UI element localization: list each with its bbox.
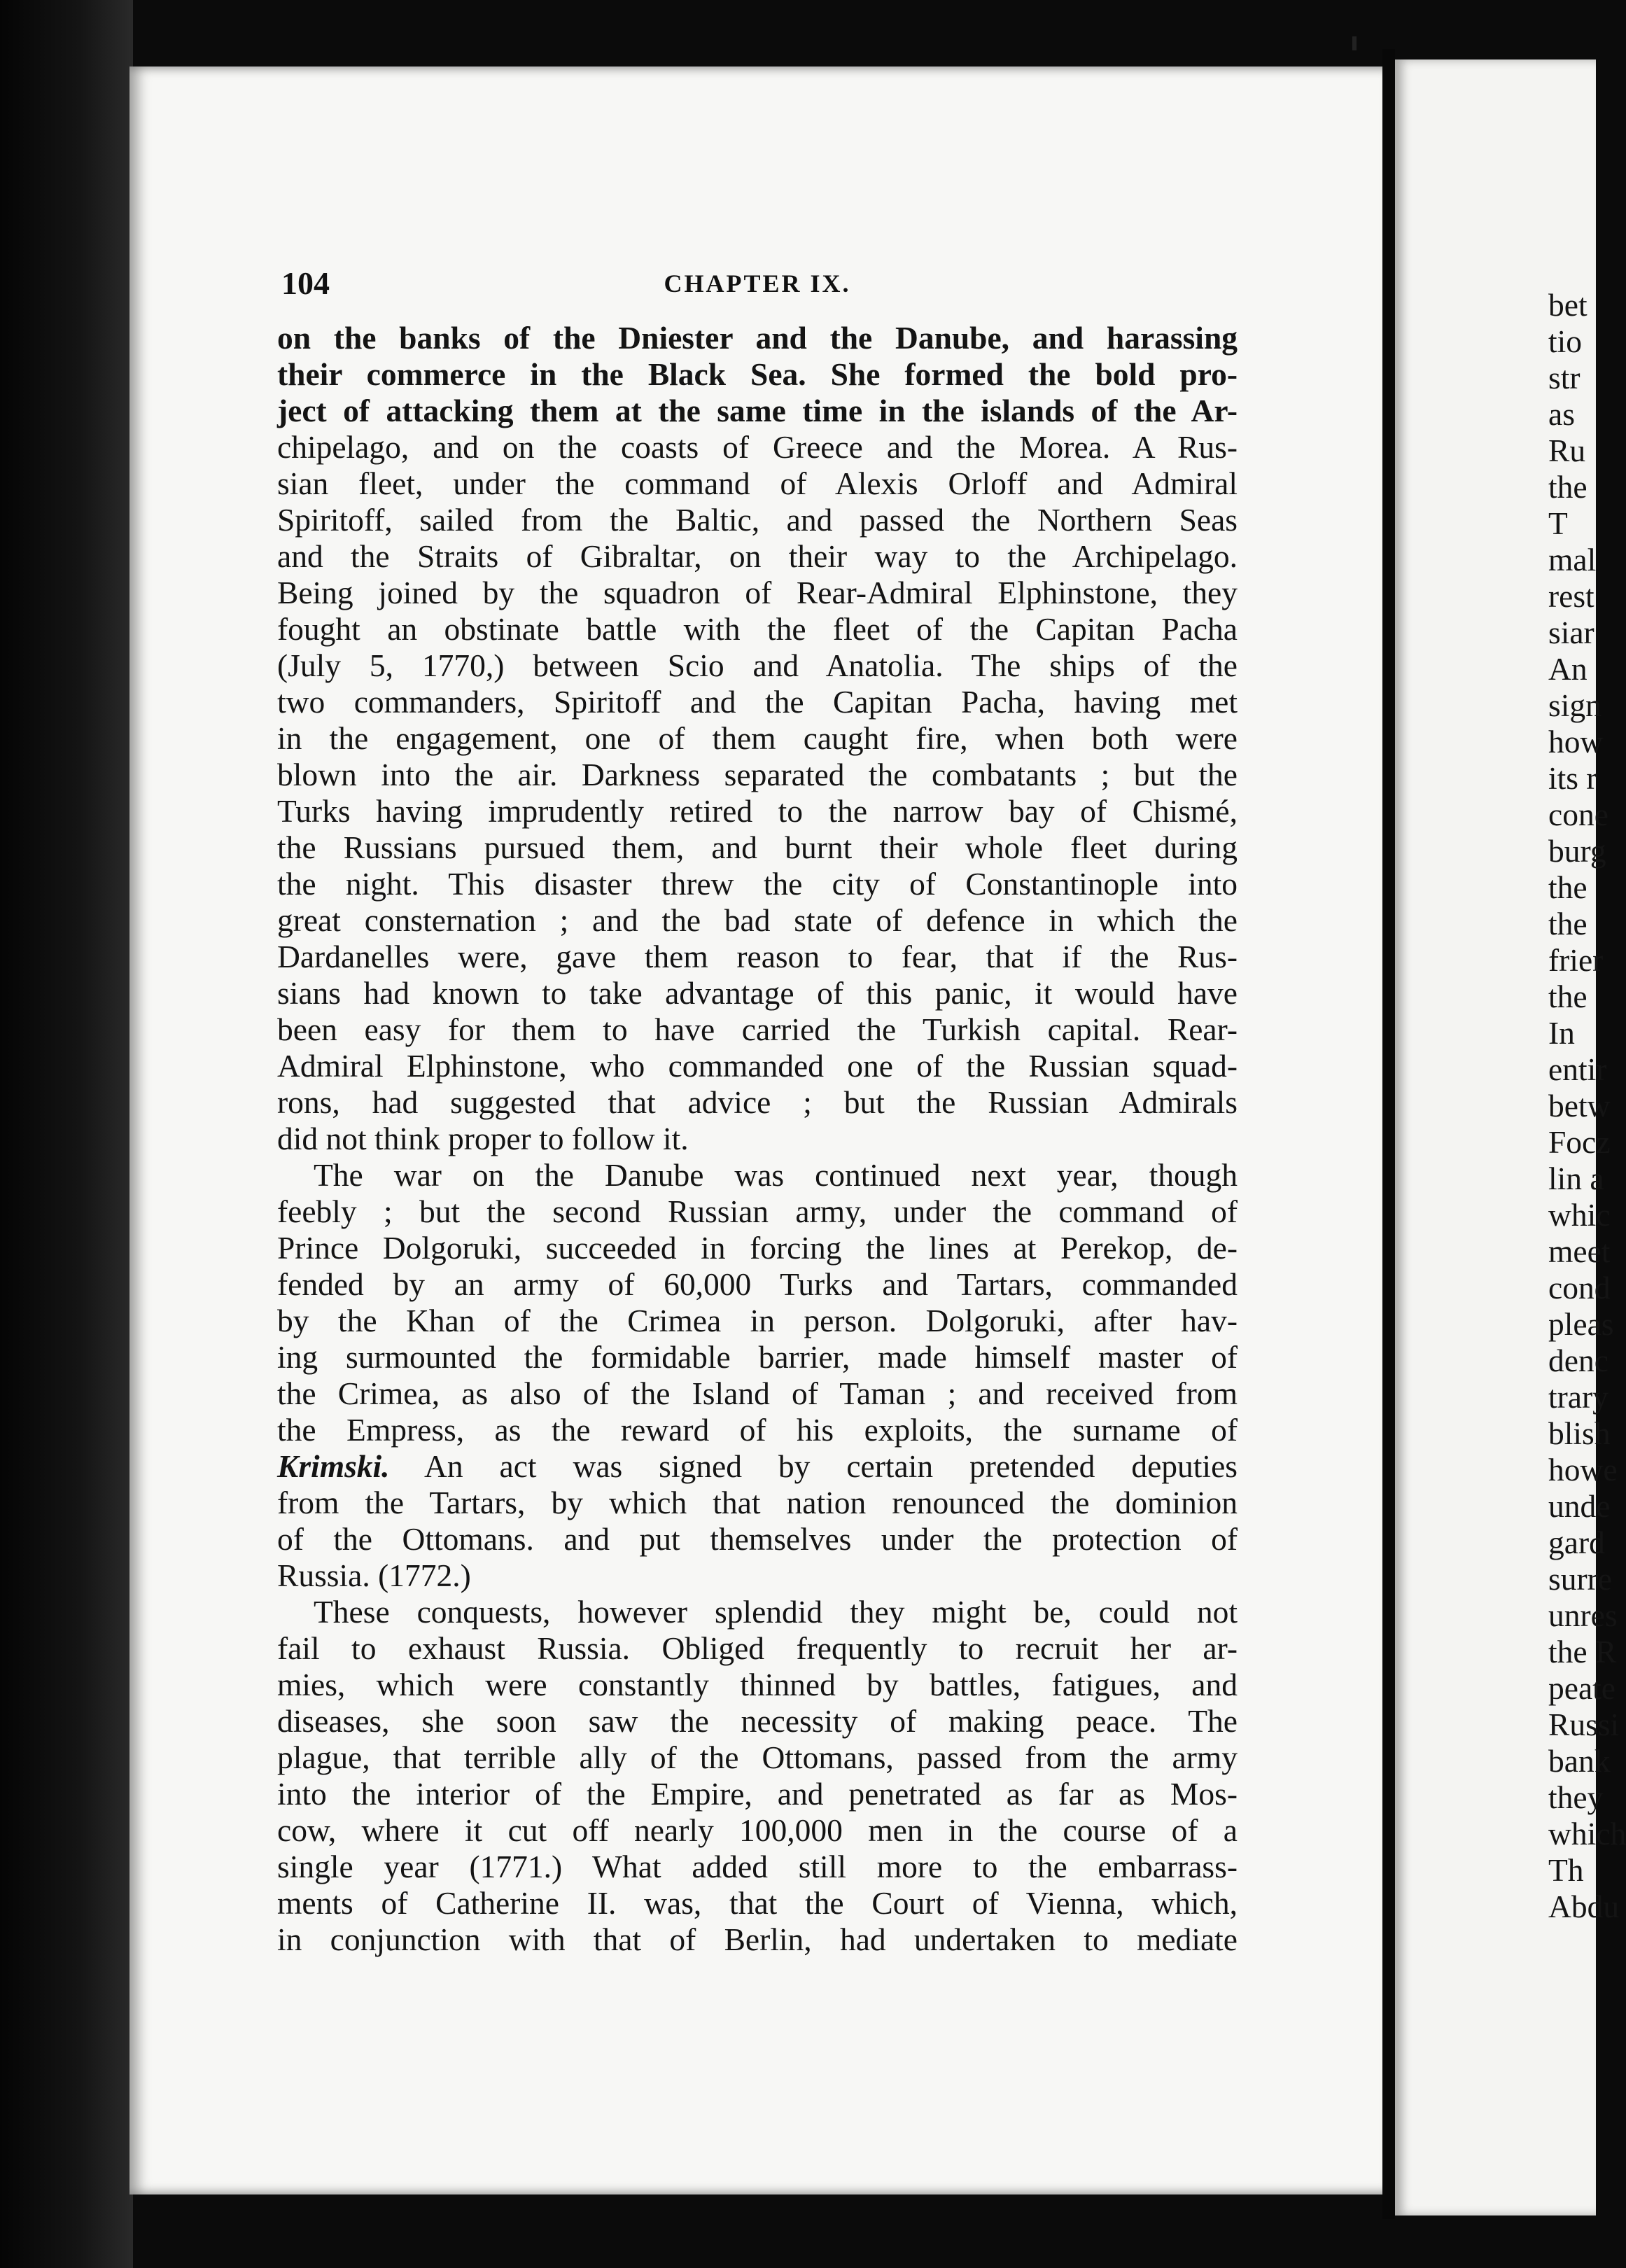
right-text-line: pleas <box>1548 1306 1614 1342</box>
right-text-line: the R <box>1548 1634 1617 1670</box>
right-text-line: T <box>1548 505 1568 541</box>
scan-left-border <box>0 0 133 2268</box>
right-text-line: Focz <box>1548 1124 1611 1160</box>
right-page-text <box>1548 287 1626 1925</box>
right-text-line: unde <box>1548 1488 1611 1524</box>
text-line: ments of Catherine II. was, that the Court of Vienna, which, <box>277 1885 1238 1921</box>
text-line: feebly ; but the second Russian army, under the command of <box>277 1194 1238 1229</box>
text-line-krimski <box>277 1448 1238 1485</box>
text-line: their commerce in the Black Sea. She formed the bold pro- <box>277 356 1238 392</box>
right-text-line: bank <box>1548 1743 1611 1779</box>
right-text-line: unres <box>1548 1597 1618 1633</box>
right-text-line: blish <box>1548 1415 1611 1451</box>
text-line: cow, where it cut off nearly 100,000 men in the course of a <box>277 1812 1238 1848</box>
text-line: did not think proper to follow it. <box>277 1121 689 1156</box>
text-line: of the Ottomans. and put themselves under the protection of <box>277 1521 1238 1557</box>
text-line: fail to exhaust Russia. Obliged frequently to recruit her ar- <box>277 1630 1238 1666</box>
text-line: Being joined by the squadron of Rear-Admiral Elphinstone, they <box>277 575 1238 610</box>
right-text-line: cond <box>1548 1270 1611 1306</box>
right-text-line: sign <box>1548 687 1602 723</box>
text-line: Russia. (1772.) <box>277 1558 471 1593</box>
text-line: Spiritoff, sailed from the Baltic, and passed the Northern Seas <box>277 502 1238 538</box>
text-line: the Empress, as the reward of his exploits, the surname of <box>277 1412 1238 1448</box>
right-text-line: as <box>1548 396 1575 432</box>
text-line: Turks having imprudently retired to the narrow bay of Chismé, <box>277 793 1238 829</box>
right-text-line: In <box>1548 1015 1575 1051</box>
body-text <box>277 320 1238 1958</box>
right-text-line: how <box>1548 724 1604 760</box>
text-line: in conjunction with that of Berlin, had undertaken to mediate <box>277 1921 1238 1957</box>
text-line: sian fleet, under the command of Alexis Orloff and Admiral <box>277 465 1238 501</box>
text-line: been easy for them to have carried the Turkish capital. Rear- <box>277 1011 1238 1047</box>
text-line: by the Khan of the Crimea in person. Dolgoruki, after hav- <box>277 1303 1238 1338</box>
right-text-line: bet <box>1548 287 1588 323</box>
text-line: Admiral Elphinstone, who commanded one of the Russian squad- <box>277 1048 1238 1084</box>
right-text-line: burg <box>1548 833 1606 869</box>
right-text-line: the <box>1548 869 1588 905</box>
right-text-line: entir <box>1548 1051 1607 1087</box>
page-number: 104 <box>281 265 330 301</box>
text-line-rest: An act was signed by certain pretended deputies <box>423 1448 1238 1484</box>
right-text-line: Russi <box>1548 1707 1620 1742</box>
text-line: in the engagement, one of them caught fire, when both were <box>277 720 1238 756</box>
right-text-line: the <box>1548 906 1588 941</box>
right-text-line: denc <box>1548 1343 1609 1378</box>
text-line: single year (1771.) What added still more to the embarrass- <box>277 1849 1238 1884</box>
right-text-line: lin a <box>1548 1161 1604 1196</box>
text-line: into the interior of the Empire, and penetrated as far as Mos- <box>277 1776 1238 1812</box>
text-line: two commanders, Spiritoff and the Capitan Pacha, having met <box>277 684 1238 720</box>
text-line: Dardanelles were, gave them reason to fear, that if the Rus- <box>277 939 1238 974</box>
right-text-line: cone <box>1548 797 1609 832</box>
right-text-line: whic <box>1548 1197 1611 1233</box>
right-text-line: surre <box>1548 1561 1612 1597</box>
right-text-line: the <box>1548 979 1588 1014</box>
right-text-line: trary <box>1548 1379 1609 1415</box>
text-line: sians had known to take advantage of this panic, it would have <box>277 975 1238 1011</box>
text-line: ing surmounted the formidable barrier, made himself master of <box>277 1339 1238 1375</box>
text-line: (July 5, 1770,) between Scio and Anatolia. The ships of the <box>277 648 1238 683</box>
right-text-line: its r <box>1548 760 1597 796</box>
text-line: fended by an army of 60,000 Turks and Tartars, commanded <box>277 1266 1238 1302</box>
right-text-line: Abdu <box>1548 1889 1620 1924</box>
text-line: on the banks of the Dniester and the Danube, and harassing <box>277 320 1238 356</box>
text-line: These conquests, however splendid they might be, could not <box>314 1594 1238 1630</box>
text-line: The war on the Danube was continued next year, though <box>314 1157 1238 1193</box>
text-line: from the Tartars, by which that nation renounced the dominion <box>277 1485 1238 1520</box>
right-text-line: gard <box>1548 1525 1605 1560</box>
right-text-line: mal <box>1548 542 1597 578</box>
right-text-line: betw <box>1548 1088 1611 1124</box>
italic-term: Krimski. <box>277 1448 390 1484</box>
right-text-line: the <box>1548 469 1588 505</box>
text-line: mies, which were constantly thinned by battles, fatigues, and <box>277 1667 1238 1702</box>
right-text-line: An <box>1548 651 1588 687</box>
text-line: diseases, she soon saw the necessity of making peace. The <box>277 1703 1238 1739</box>
text-line: Prince Dolgoruki, succeeded in forcing the lines at Perekop, de- <box>277 1230 1238 1266</box>
right-text-line: meet <box>1548 1233 1611 1269</box>
right-text-line: Ru <box>1548 433 1586 468</box>
running-head: CHAPTER IX. <box>664 270 851 298</box>
right-text-line: rest <box>1548 578 1595 614</box>
text-line: chipelago, and on the coasts of Greece and the Morea. A Rus- <box>277 429 1238 465</box>
text-line: the night. This disaster threw the city of Constantinople into <box>277 866 1238 902</box>
right-text-line: tio <box>1548 323 1583 359</box>
text-line: great consternation ; and the bad state of defence in which the <box>277 902 1238 938</box>
right-text-line: howe <box>1548 1452 1618 1488</box>
book-gutter <box>1382 49 1395 2219</box>
text-line: the Crimea, as also of the Island of Taman ; and received from <box>277 1376 1238 1411</box>
text-line: blown into the air. Darkness separated the combatants ; but the <box>277 757 1238 792</box>
text-line: the Russians pursued them, and burnt their whole fleet during <box>277 830 1238 865</box>
page-header <box>281 265 1233 307</box>
text-line: rons, had suggested that advice ; but the Russian Admirals <box>277 1084 1238 1120</box>
text-line: ject of attacking them at the same time in the islands of the Ar- <box>277 393 1238 428</box>
right-text-line: they <box>1548 1779 1604 1815</box>
right-text-line: peate <box>1548 1670 1616 1706</box>
right-text-line: str <box>1548 360 1581 396</box>
right-text-line: frier <box>1548 942 1604 978</box>
text-line: plague, that terrible ally of the Ottomans, passed from the army <box>277 1740 1238 1775</box>
right-text-line: which <box>1548 1816 1626 1851</box>
scan-mark <box>1352 36 1357 50</box>
right-text-line: siar <box>1548 615 1595 650</box>
text-line: and the Straits of Gibraltar, on their way to the Archipelago. <box>277 538 1238 574</box>
text-line: fought an obstinate battle with the fleet of the Capitan Pacha <box>277 611 1238 647</box>
right-text-line: Th <box>1548 1852 1584 1888</box>
